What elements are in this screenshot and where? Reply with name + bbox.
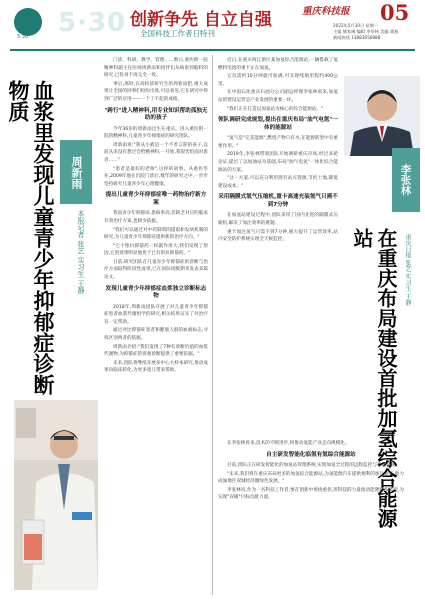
body-paragraph: 通过对比抑郁症患者和健康人群的血液标志,寻找区别两者的依据。 bbox=[104, 328, 208, 342]
masthead-banner bbox=[0, 0, 425, 50]
right-article-continuation bbox=[218, 440, 404, 503]
right-article-byline: 重庆日报 张艺 实习生 王静 bbox=[404, 234, 411, 306]
meta-phone: 新闻热线 13883656888 bbox=[333, 35, 381, 40]
intro-paragraph: 它仅需约10分钟就可加满,可实现续航里程约400公里。 bbox=[218, 74, 338, 87]
masthead-meta bbox=[333, 23, 421, 41]
left-article-body bbox=[104, 57, 208, 376]
left-article-name-tag: 周新雨 bbox=[60, 140, 92, 204]
meta-editor: 主编 熊家琳 编辑 李华林 美编 谭燕 bbox=[333, 29, 399, 34]
body-paragraph: 未来,团队将继续开展多中心大样本研究,推动成果向临床转化,为更多患儿带来帮助。 bbox=[104, 360, 208, 374]
right-subheading: 采用隔膜式氢气压缩机,重卡高速充装氢气只需不到7分钟 bbox=[218, 194, 338, 208]
page-number: 05 bbox=[380, 0, 410, 25]
logo-caption: 5·30 bbox=[17, 34, 29, 40]
page-subhead: 全国科技工作者日特刊 bbox=[140, 29, 215, 38]
body-paragraph: "未来,我们将在重庆布局更多的加氢综合能源站,为氢能源汽车提供便利的加注服务,助力成渝地区双城经济圈绿色发展。" bbox=[218, 471, 404, 485]
left-article-byline: 本报记者 张艺 实习生 王静 bbox=[77, 210, 85, 294]
column-divider bbox=[212, 55, 213, 595]
body-paragraph: 重卡加注氢气只需不到7分钟,极大提升了运营效率,站内安全防护系统实现全天候监控。 bbox=[218, 229, 338, 243]
body-paragraph: "氢气是"完美能源",燃烧产物只有水,在能源转型中有重要作用。" bbox=[218, 136, 338, 149]
left-subheading: 提出儿童青少年抑郁症唯一药物治疗新方案 bbox=[105, 192, 207, 206]
page-headline: 创新争先 自立自强 bbox=[130, 10, 272, 30]
body-paragraph: 周新雨说:"我从小就是一个不善言辞的孩子,以前从来没有想过会给精神科,一开始,我很害怕面对患者……" bbox=[104, 142, 208, 163]
paper-name: 重庆科技报 bbox=[302, 6, 350, 17]
left-subheading: "跨行"进入精神科,用专业知识帮助孤独无助的孩子 bbox=[104, 107, 208, 122]
body-paragraph: 在李张林看来,技术的不断进步,将推动氢能产业走向规模化。 bbox=[227, 441, 350, 446]
body-paragraph: 在加氢站建设过程中,团队采用了国内先进的隔膜式压缩机,解决了加注效率的难题。 bbox=[218, 213, 338, 226]
body-paragraph: 周新雨介绍:"我们发现了7种有诊断价值的血浆代谢物,为抑郁症的客观诊断提供了重要依据。" bbox=[104, 344, 208, 358]
left-subheading: 发现儿童青少年抑郁症血浆独立诊断标志物 bbox=[105, 285, 207, 300]
right-subheading: 自主研发智能化临氢有氢综合能源站 bbox=[266, 451, 356, 458]
header-divider bbox=[10, 49, 415, 51]
body-paragraph: 李张林说,作为一名科技工作者,要在创新中勇挑重担,用科技的力量推动能源结构转型,为实现"双碳"目标贡献力量。 bbox=[218, 487, 404, 501]
body-paragraph: 目前,研究团队在儿童青少年抑郁症的诊断与治疗方面取得阶段性成果,已在国际顶级期刊发表多篇论文。 bbox=[104, 259, 208, 281]
right-article-title: 在重庆布局建设首批加氢综合能源站 bbox=[350, 228, 398, 528]
right-article-body bbox=[218, 57, 338, 245]
intro-paragraph: "我们正在打造以加氢站为核心的综合能源站。" bbox=[227, 106, 324, 112]
intro-paragraph: 门诊、科研、教学、管理……数日,重医附一院精神科副主任医师周新雨和同伴们从病患到脑科的研究,已投身不再完全一致。 bbox=[104, 58, 208, 79]
intro-paragraph: 近日,在重庆两江新区某加氢综合能源站,一辆搭载了氢燃料电池的重卡正在加氢。 bbox=[218, 58, 338, 71]
right-subheading: 领队调研完成规划,提出在重庆布局"油气电氢"一体的能源站 bbox=[218, 117, 338, 131]
body-paragraph: 2019年,李张林带领团队开始调研重庆市场,经过多轮论证,提出了以加油站为基础,布局"油气电氢"一体化综合能源站的方案。 bbox=[218, 152, 338, 173]
watermark-text: 5·30 bbox=[58, 8, 127, 38]
body-paragraph: "患者是最好的老师",这样的故事。从重医毕业,2009年他在出院门诊后,数年的研究之中,一步步坚持研究儿童青少年心理健康。 bbox=[104, 166, 208, 187]
body-paragraph: 2018年,周新雨团队开展了对儿童青少年抑郁症患者血浆代谢组学的研究,相关结果证实了对治疗有一定帮助。 bbox=[104, 304, 208, 325]
body-paragraph: "它不像抗抑郁药一样副作用大,我们发现了原因,它的效果明显地优于已有的抗抑郁药。" bbox=[104, 243, 208, 257]
right-article-name-tag: 李张林 bbox=[392, 148, 420, 212]
researcher-lab-photo bbox=[14, 400, 98, 590]
intro-paragraph: 在中国石化重庆石油分公司副总经理李张林看来,加氢站的建设运营是产业发展的重要一环。 bbox=[218, 90, 338, 103]
body-paragraph: "我们可以通过对中药制剂的提取和发病机制的研究,为儿童青少年抑郁症提供新的治疗方向。" bbox=[104, 227, 208, 241]
intro-paragraph: 事后,那时,在高校读研究生的周新雨把,重大成果让全国的同事们纷纷出席,可以看见,它在研究中得到广泛的应用——一个了不起的成绩。 bbox=[104, 81, 208, 102]
portrait-photo bbox=[344, 76, 420, 156]
body-paragraph: 今年36岁的周新雨出生在重庆。进入重医附一院的精神科,儿童青少年抑郁症的研究团队。 bbox=[104, 126, 208, 140]
logo-icon bbox=[14, 8, 42, 36]
body-paragraph: "这一方案,可以充分利用现有站点资源,节约土地,降低建设成本。" bbox=[218, 176, 338, 189]
meta-date: 2022年5月30日 星期一 bbox=[333, 23, 379, 28]
body-paragraph: 目前,团队正在研发智能化的加氢站管理系统,实现加氢全过程的远程监控与智能调度。 bbox=[227, 463, 400, 469]
body-paragraph: 我国青少年抑郁症,患病率高,但缺乏对应的临床有效治疗方案,也缺少依据。 bbox=[104, 211, 208, 224]
left-article-title: 血浆里发现儿童青少年抑郁症诊断物质 bbox=[6, 80, 56, 395]
